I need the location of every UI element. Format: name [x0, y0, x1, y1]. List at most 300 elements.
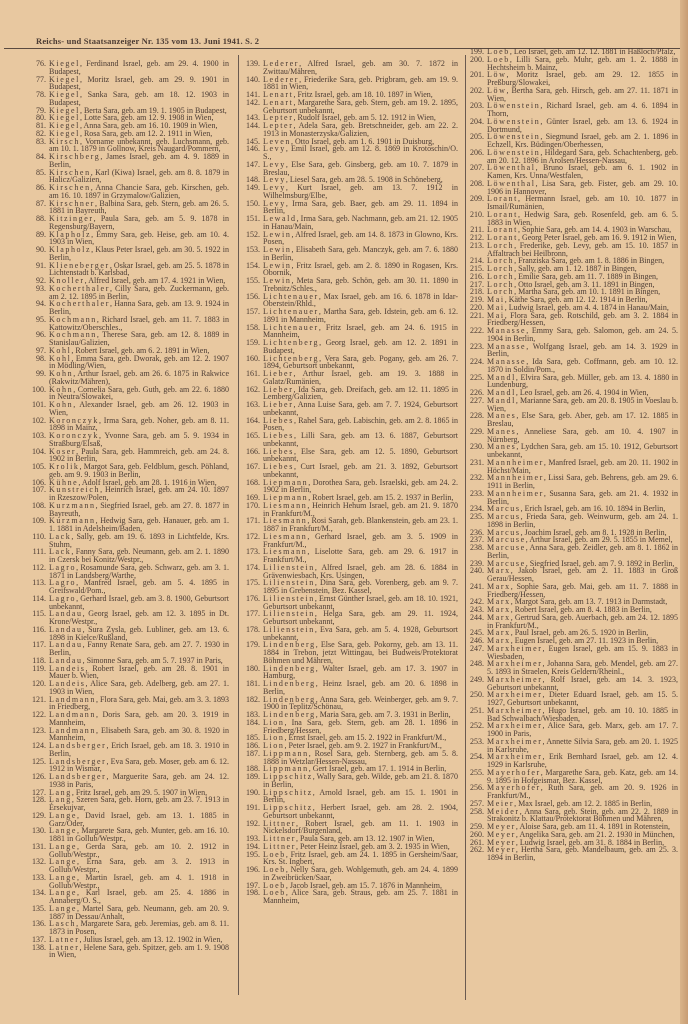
entry-details: Erich Israel, geb. am 18. 3. 1910 in Berlin,	[49, 741, 230, 758]
entry-details: Dorothea Sara, geb. Israelski, geb. am 24. 2. 1902 in Berlin,	[263, 477, 458, 495]
entry-details: Erik Bernhard Israel, geb. am 12. 4. 1929 in Karlsruhe,	[487, 752, 678, 769]
surname: Landau	[49, 655, 83, 665]
entry-number: 185.	[246, 733, 260, 743]
entry-details: Peter Heinz Israel, geb. am 3. 2. 1935 in Wien,	[299, 841, 450, 851]
surname: Lorant	[487, 209, 518, 219]
entry-number: 249.	[470, 674, 484, 684]
surname: Lorch	[487, 240, 515, 250]
entry-details: Martha Sara, geb. Idstein, geb. am 6. 12. 1891 in Mannheim,	[263, 307, 458, 324]
surname: Meider	[487, 806, 520, 816]
surname: Lorch	[487, 271, 515, 281]
entry-number: 165.	[246, 431, 260, 440]
entry-number: 241.	[470, 581, 484, 591]
entry-details: Robert Israel, geb. am 28. 8. 1901 in Mauer b. Wien,	[49, 663, 229, 681]
entry-details: Wolfgang Israel, geb. am 14. 3. 1929 in Berlin,	[487, 341, 678, 359]
entry-number: 181.	[246, 679, 260, 688]
list-entry: 183. Lindenberg, Maria Sara, geb. am 7. 3. 1931 in Berlin,	[246, 710, 451, 719]
list-entry: 256. Mayerhofer, Ruth Sara, geb. am 20. 9. 1926 in Frankfurt/M.,	[470, 783, 679, 800]
entry-number: 183.	[246, 710, 260, 719]
entry-details: Gert Israel, geb. am 17. 1. 1914 in Berlin,	[312, 764, 447, 774]
entry-details: Irma Sara, geb. Nachmann, geb. am 21. 12. 1905 in Hanau/Main,	[263, 214, 458, 231]
surname: Littner	[263, 841, 296, 851]
entry-number: 175.	[246, 578, 260, 588]
entry-number: 243.	[470, 605, 484, 614]
entry-number: 93.	[36, 283, 46, 293]
surname: Lippschitz	[263, 772, 313, 781]
entry-number: 119.	[32, 663, 46, 673]
entry-details: Walter Israel, geb. am 17. 3. 1907 in Hamburg,	[263, 663, 458, 681]
entry-number: 136.	[32, 919, 46, 929]
entry-details: Ernst Israel, geb. am 15. 2. 1922 in Frankfurt/M.,	[288, 733, 447, 743]
entry-number: 253.	[470, 736, 484, 746]
entry-details: Paula Sara, geb. Hammreich, geb. am 24. 8. 1902 in Berlin,	[49, 446, 230, 464]
entry-number: 178.	[246, 624, 260, 634]
entry-number: 208.	[470, 178, 484, 188]
entry-number: 137.	[32, 934, 46, 944]
entry-number: 105.	[32, 462, 46, 471]
list-entry: 120. Landeis, Alice Sara, geb. Adelberg, geb. am 27. 1. 1903 in Wien,	[32, 679, 230, 696]
entry-number: 97.	[36, 345, 46, 355]
list-entry: 164. Liebes, Rahel Sara, geb. Labischin, geb. am 2. 8. 1865 in Posen,	[246, 415, 459, 433]
entry-details: Lotte Sara, geb. am 12. 9. 1908 in Wien,	[83, 113, 214, 123]
list-entry: 250. Marxheimer, Dieter Eduard Israel, geb. am 15. 5. 1927, Geburtsort unbekannt,	[470, 690, 678, 707]
entry-number: 129.	[32, 810, 46, 820]
entry-details: Gerda Sara, geb. am 10. 2. 1912 in Gollub/Westpr.,	[49, 841, 229, 859]
entry-details: Marianne Sara, geb. am 20. 8. 1905 in Voeslau b. Wien,	[487, 395, 679, 413]
surname: Lilienstein	[263, 578, 315, 588]
list-entry: 142. Lenart, Margarethe Sara, geb. Stern, geb. am 19. 2. 1895, Geburtsort unbekannt,	[246, 97, 458, 115]
entry-number: 123.	[32, 725, 46, 735]
surname: Lorant	[487, 233, 518, 242]
list-entry: 206. Löwenstein, Hildegard Sara, geb. Schachtenberg, geb. am 20. 12. 1896 in Arolsen/Hessen-Nassau,	[470, 147, 679, 165]
surname: Marxheimer	[487, 674, 543, 684]
entry-number: 229.	[470, 426, 484, 436]
entry-details: Emma Sara, geb. Dworak, geb. am 12. 2. 1907 in Mödling/Wien,	[49, 353, 230, 371]
entry-number: 133.	[32, 872, 46, 882]
surname: Marcus	[487, 527, 521, 537]
entry-number: 262.	[470, 845, 484, 855]
surname: Marxheimer	[487, 736, 543, 746]
list-entry: 229. Manes, Anneliese Sara, geb. am 10. 4. 1907 in Nürnberg,	[470, 426, 679, 444]
entry-number: 237.	[470, 535, 484, 545]
list-entry: 237. Marcuse, Arthur Israel, geb. am 29. 5. 1855 in Memel,	[470, 535, 673, 545]
entry-details: Manfred Israel, geb. am 5. 4. 1895 in Greifswald/Pom.,	[49, 578, 230, 595]
surname: Kirschen	[49, 167, 91, 177]
entry-details: Julius Israel, geb. am 13. 12. 1902 in Wien,	[83, 934, 223, 944]
list-entry: 203. Löwenstein, Richard Israel, geb. am 4. 6. 1894 in Thorn,	[470, 101, 679, 118]
list-entry: 117. Landau, Fanny Renate Sara, geb. am 27. 7. 1930 in Berlin,	[32, 640, 229, 657]
entry-details: Erich Israel, geb. am 16. 10. 1894 in Berlin,	[524, 504, 666, 514]
list-entry: 173. Liesmann, Liselotte Sara, geb. am 29. 6. 1917 in Frankfurt/M.,	[246, 547, 458, 564]
list-entry: 249. Marxheimer, Rolf Israel, geb. am 14. 3. 1923, Geburtsort unbekannt,	[470, 674, 679, 692]
entry-details: Lilli Sara, geb. Muhr, geb. am 1. 2. 1888 in Hechtsheim b. Mainz,	[487, 54, 679, 72]
list-entry: 84. Kirschberg, James Israel, geb. am 4. 9. 1889 in Berlin,	[32, 153, 229, 169]
surname: Kohn	[49, 400, 74, 409]
entry-details: Dieter Eduard Israel, geb. am 15. 5. 1927, Geburtsort unbekannt,	[487, 690, 678, 707]
list-entry: 105. Krolik, Margot Sara, geb. Feldblum, gesch. Pöhland, geb. am 9. 9. 1903 in Berlin,	[32, 462, 229, 479]
entry-details: Sophie Sara, geb. Mai, geb. am 11. 7. 1888 in Friedberg/Hessen,	[487, 581, 679, 599]
list-entry: 194. Littner, Peter Heinz Israel, geb. am 3. 2. 1935 in Wien,	[246, 841, 450, 851]
entry-details: Otto Israel, geb. am 3. 11. 1891 in Bingen,	[518, 279, 655, 289]
entry-number: 220.	[470, 302, 484, 312]
surname: Lang	[49, 795, 72, 805]
list-entry: 83. Kirsch, Vorname unbekannt, geb. Luchsmann, geb. am 10. 1. 1879 in Gollnow, Kreis Naugard/Pommern,	[32, 138, 229, 154]
entry-details: Franziska Sara, geb. am 1. 8. 1886 in Bingen,	[518, 256, 665, 266]
list-entry: 242. Marx, Margot Sara, geb. am 13. 7. 1913 in Darmstadt,	[470, 597, 668, 607]
entry-details: Paula Sara, geb. am 13. 12. 1907 in Wien,	[299, 834, 435, 843]
list-entry: 134. Lange, Karl Israel, geb. am 25. 4. 1886 in Annaberg/O. S.,	[32, 888, 229, 905]
entry-number: 134.	[32, 888, 46, 898]
entry-details: Karl Israel, geb. am 25. 4. 1886 in Annaberg/O. S.,	[49, 888, 229, 905]
surname: Lange	[49, 888, 77, 898]
surname: Kühne	[49, 477, 79, 487]
surname: Marx	[487, 581, 511, 591]
entry-number: 186.	[246, 741, 260, 750]
entry-details: Bertha Sara, geb. Hirsch, geb. am 27. 11. 1871 in Wien,	[487, 85, 679, 103]
entry-number: 182.	[246, 694, 260, 704]
entry-details: Ida Sara, geb. Dreifach, geb. am 12. 11. 1895 in Lemberg/Galizien,	[263, 384, 458, 402]
entry-number: 245.	[470, 628, 484, 638]
entry-number: 101.	[32, 400, 46, 409]
entry-details: Erna Sara, geb. am 3. 2. 1913 in Gollub/Westpr.,	[49, 857, 229, 874]
list-entry: 114. Lagro, Gerhard Israel, geb. am 3. 8. 1900, Geburtsort unbekannt,	[32, 593, 229, 611]
surname: Kochmann	[49, 314, 97, 324]
list-entry: 193. Littner, Paula Sara, geb. am 13. 12. 1907 in Wien,	[246, 834, 435, 843]
surname: Mandl	[487, 395, 516, 405]
entry-details: Else Sara, geb. Aber, geb. am 17. 12. 1885 in Breslau,	[487, 411, 678, 428]
entry-number: 227.	[470, 395, 484, 405]
entry-number: 260.	[470, 829, 484, 839]
surname: Marcus	[487, 512, 521, 521]
entry-details: Alice Sara, geb. Marx, geb. am 17. 7. 1900 in Paris,	[487, 721, 678, 738]
surname: Krolik	[49, 462, 80, 471]
entry-details: Emilie Sara, geb. am 11. 7. 1889 in Bingen,	[518, 271, 659, 281]
surname: Marx	[487, 566, 511, 576]
surname: Liesmann	[263, 531, 308, 541]
entry-number: 113.	[32, 578, 46, 588]
list-entry: 127. Lang, Fritz Israel, geb. am 29. 5. 1907 in Wien,	[32, 787, 208, 797]
surname: Levy	[263, 144, 286, 154]
list-entry: 222. Manasse, Emmy Sara, geb. Salomon, geb. am 24. 5. 1904 in Berlin,	[470, 326, 679, 343]
entry-details: Eugen Israel, geb. am 15. 9. 1883 in Wiesbaden,	[487, 643, 679, 661]
list-entry: 254. Marxheimer, Erik Bernhard Israel, geb. am 12. 4. 1929 in Karlsruhe,	[470, 752, 678, 769]
entry-number: 120.	[32, 679, 46, 688]
list-entry: 81. Kiegel, Anna Sara, geb. am 16. 10. 1909 in Wien,	[32, 122, 229, 130]
surname: Lilienstein	[263, 593, 315, 603]
surname: Latner	[49, 934, 80, 944]
column-divider	[238, 55, 239, 995]
list-entry: 218. Lorch, Martha Sara, geb. am 10. 1. 1891 in Bingen,	[470, 287, 661, 297]
surname: Loeb	[263, 865, 286, 874]
list-entry: 129. Lange, David Israel, geb. am 13. 1. 1885 in Garz/Oder,	[32, 810, 229, 828]
entry-number: 173.	[246, 547, 260, 557]
entry-number: 124.	[32, 741, 46, 750]
surname: Levy	[263, 183, 286, 192]
surname: Lippschitz	[263, 787, 313, 797]
list-entry: 209. Lorant, Hermann Israel, geb. am 10. 10. 1877 in Ismail/Rumänien,	[470, 194, 679, 211]
surname: Mannheimer	[487, 488, 544, 498]
entry-details: Heinrich Israel, geb. am 24. 10. 1897 in Rzeszow/Polen,	[49, 485, 230, 502]
surname: Lichtenberg	[263, 353, 320, 363]
surname: Lorch	[487, 256, 515, 266]
surname: Manasse	[487, 326, 527, 335]
entry-number: 224.	[470, 357, 484, 366]
list-entry: 217. Lorch, Otto Israel, geb. am 3. 11. 1891 in Bingen,	[470, 279, 655, 289]
list-entry: 257. Meier, Max Israel, geb. am 12. 2. 1885 in Berlin,	[470, 798, 653, 808]
surname: Klapholz	[49, 229, 92, 239]
list-entry: 108. Kurzmann, Siegfried Israel, geb. am 27. 8. 1877 in Bayreuth,	[32, 500, 230, 518]
list-entry: 172. Liesmann, Gerhard Israel, geb. am 3. 5. 1909 in Frankfurt/M.,	[246, 531, 458, 549]
entry-details: Anna Sara, geb. Stein, geb. am 22. 2. 1889 in Strakonitz b. Klattau/Protektorat Böhmen und Mähren,	[487, 806, 678, 824]
surname: Lack	[49, 547, 72, 557]
surname: Lange	[49, 841, 77, 851]
entry-details: Georg Peter Israel, geb. am 16. 9. 1912 in Wien,	[521, 233, 677, 242]
entry-number: 225.	[470, 372, 484, 382]
entry-number: 222.	[470, 326, 484, 335]
list-entry: 104. Koser, Paula Sara, geb. Hammreich, geb. am 24. 8. 1902 in Berlin,	[32, 446, 230, 464]
entry-number: 238.	[470, 543, 484, 552]
list-entry: 199. Loeb, Leo Israel, geb. am 12. 12. 1881 in Haßloch/Pfalz,	[470, 47, 676, 56]
entry-details: Anna Sara, geb. Zeidler, geb. am 8. 1. 1862 in Berlin,	[487, 543, 678, 560]
list-entry: 167. Liebes, Curt Israel, geb. am 21. 3. 1892, Geburtsort unbekannt,	[246, 462, 459, 479]
surname: Lorant	[487, 194, 518, 204]
entry-number: 199.	[470, 47, 484, 56]
list-entry: 149. Levy, Kurt Israel, geb. am 13. 7. 1912 in Wilhelmsburg/Elbe,	[246, 183, 459, 200]
entry-number: 170.	[246, 500, 260, 510]
list-entry: 131. Lange, Gerda Sara, geb. am 10. 2. 1912 in Gollub/Westpr.,	[32, 841, 229, 859]
entry-details: Else Sara, geb. Ginsberg, geb. am 10. 7. 1879 in Breslau,	[263, 159, 458, 177]
entry-details: Frederike, geb. Levy, geb. am 15. 10. 1857 in Affaltrach bei Heilbronn,	[487, 240, 679, 258]
list-entry: 233. Mannheimer, Susanna Sara, geb. am 21. 4. 1932 in Berlin,	[470, 488, 678, 506]
entry-number: 84.	[36, 152, 46, 161]
entry-details: Paul Israel, geb. am 26. 5. 1920 in Berlin,	[514, 628, 649, 638]
entry-details: Elvira Sara, geb. Müller, geb. am 13. 4. 1880 in Lundenburg,	[487, 372, 679, 390]
entry-details: Käthe Sara, geb. am 12. 12. 1914 in Berlin,	[508, 295, 648, 304]
list-entry: 91. Klieneberger, Oskar Israel, geb. am 25. 5. 1878 in Lichtenstadt b. Karlsbad,	[32, 262, 229, 278]
page-header: Reichs- und Staatsanzeiger Nr. 135 vom 13. Juni 1941. S. 2	[36, 36, 260, 46]
surname: Liebes	[263, 431, 294, 440]
list-entry: 238. Marcuse, Anna Sara, geb. Zeidler, geb. am 8. 1. 1862 in Berlin,	[470, 543, 678, 560]
entry-details: Rudolf Israel, geb. am 5. 12. 1912 in Wien,	[297, 113, 436, 123]
entry-number: 145.	[246, 136, 260, 146]
entry-number: 86.	[36, 183, 46, 192]
surname: Levy	[263, 175, 286, 185]
surname: Lewin	[263, 260, 292, 270]
surname: Lion	[263, 733, 285, 743]
list-entry: 93. Kocherthaler, Cilly Sara, geb. Zuckermann, geb. am 2. 12. 1895 in Berlin,	[32, 285, 229, 301]
entry-details: Else Sara, geb. Pokorny, geb. am 13. 11. 1884 in Trebon, jetzt Wittingau, bei Budweis/Protektorat Böhmen und Mähren,	[263, 640, 458, 665]
list-entry: 196. Loeb, Nelly Sara, geb. Wohlgemuth, geb. am 24. 4. 1899 in Zweibrücken/Saar,	[246, 865, 458, 882]
list-entry: 78. Kiegel, Sanka Sara, geb. am 18. 12. 1903 in Budapest,	[32, 91, 229, 107]
entry-details: Emmy Sara, geb. Salomon, geb. am 24. 5. 1904 in Berlin,	[487, 326, 679, 343]
surname: Kitzinger	[49, 214, 94, 223]
surname: Lichtenauer	[263, 291, 319, 301]
surname: Koser	[49, 446, 77, 456]
surname: Kiegel	[49, 128, 80, 138]
list-entry: 255. Mayerhofer, Margarethe Sara, geb. Katz, geb. am 14. 9. 1895 in Hofgeismar, Bez. Kassel,	[470, 767, 679, 785]
entry-number: 85.	[36, 167, 46, 177]
surname: Kohn	[49, 384, 74, 394]
entry-number: 106.	[32, 477, 46, 487]
entry-number: 217.	[470, 279, 484, 289]
entry-number: 219.	[470, 295, 484, 304]
entry-details: Yvonne Sara, geb. am 5. 9. 1934 in Straßburg/Elsaß,	[49, 431, 230, 448]
list-entry: 215. Lorch, Sally, geb. am 1. 12. 1887 in Bingen,	[470, 264, 637, 273]
entry-details: Klaus Peter Israel, geb. am 30. 5. 1922 in Berlin,	[49, 245, 230, 262]
entry-number: 144.	[246, 121, 260, 130]
surname: Lieber	[263, 384, 294, 394]
surname: Mannheimer	[487, 473, 544, 483]
entry-details: Gertrud Sara, geb. Auerbach, geb. am 24. 12. 1895 in Frankfurt/M.,	[487, 612, 679, 630]
surname: Liepmann	[263, 493, 309, 502]
list-entry: 216. Lorch, Emilie Sara, geb. am 11. 7. 1889 in Bingen,	[470, 271, 659, 281]
surname: Kunstreich	[49, 485, 101, 495]
entry-details: Anna Luise Sara, geb. am 7. 7. 1924, Geburtsort unbekannt,	[263, 400, 459, 417]
entry-details: Lissi Sara, geb. Behrens, geb. am 29. 6. 1911 in Berlin,	[487, 473, 678, 490]
entry-details: Irma Sara, geb. Baer, geb. am 29. 11. 1894 in Berlin,	[263, 198, 458, 216]
entry-details: Jakob Israel, geb. am 2. 11. 1883 in Groß Gerau/Hessen,	[487, 566, 679, 583]
surname: Landmann	[49, 694, 97, 704]
list-entry: 158. Lichtenauer, Fritz Israel, geb. am 24. 6. 1915 in Mannheim,	[246, 322, 459, 340]
list-entry: 185. Lion, Ernst Israel, geb. am 15. 2. 1922 in Frankfurt/M.,	[246, 733, 447, 743]
surname: Landmann	[49, 710, 97, 719]
entry-number: 114.	[32, 593, 46, 603]
entry-details: Dina Sara, geb. Vorenberg, geb. am 9. 7. 1895 in Grebenstein, Bez. Kassel,	[263, 578, 459, 595]
entry-number: 184.	[246, 717, 260, 727]
entry-number: 196.	[246, 865, 260, 874]
list-entry: 175. Lilienstein, Dina Sara, geb. Vorenberg, geb. am 9. 7. 1895 in Grebenstein, Bez. Kassel,	[246, 578, 459, 595]
entry-number: 190.	[246, 787, 260, 797]
entry-details: Hertha Sara, geb. Mandelbaum, geb. am 25. 3. 1894 in Berlin,	[487, 845, 678, 862]
surname: Levy	[263, 198, 286, 208]
list-entry: 153. Lewin, Elisabeth Sara, geb. Manczyk, geb. am 7. 6. 1880 in Berlin,	[246, 245, 458, 262]
entry-details: Robert Israel, geb. am 6. 2. 1891 in Wien,	[75, 345, 210, 355]
surname: Meyer	[487, 829, 516, 839]
entry-number: 110.	[32, 531, 46, 541]
entry-details: Hedwig Sara, geb. Rosenfeld, geb. am 6. 5. 1883 in Wien,	[487, 209, 679, 227]
entry-number: 169.	[246, 493, 260, 502]
entry-details: Max Israel, geb. am 12. 2. 1885 in Berlin,	[518, 798, 653, 808]
entry-details: Martin Israel, geb. am 4. 1. 1918 in Gollub/Westpr.,	[49, 872, 230, 890]
list-entry: 192. Littner, Robert Israel, geb. am 11. 1. 1903 in Nickelsdorf/Burgenland,	[246, 818, 458, 836]
surname: Kurzmann	[49, 516, 96, 526]
list-entry: 107. Kunstreich, Heinrich Israel, geb. am 24. 10. 1897 in Rzeszow/Polen,	[32, 485, 230, 502]
list-entry: 212. Lorant, Georg Peter Israel, geb. am 16. 9. 1912 in Wien,	[470, 233, 677, 242]
list-entry: 154. Lewin, Fritz Israel, geb. am 2. 8. 1890 in Rogasen, Krs. Obornik,	[246, 260, 458, 278]
entry-details: Max Israel, geb. am 16. 6. 1878 in Idar-Oberstein/Rhld.,	[263, 291, 459, 309]
entry-number: 140.	[246, 74, 260, 84]
entry-number: 163.	[246, 400, 260, 409]
entry-details: Margarethe Sara, geb. Katz, geb. am 14. 9. 1895 in Hofgeismar, Bez. Kassel,	[487, 767, 679, 785]
entry-number: 87.	[36, 198, 46, 208]
surname: Lindenberg	[263, 694, 316, 704]
list-entry: 208. Löwenthal, Lisa Sara, geb. Fister, geb. am 29. 10. 1906 in Hannover,	[470, 178, 679, 196]
surname: Liepmann	[263, 477, 309, 487]
entry-details: Flora Sara, geb. Mai, geb. am 3. 3. 1893 in Friedberg,	[49, 694, 229, 712]
entry-details: Robert Israel, geb. am 11. 1. 1903 in Nickelsdorf/Burgenland,	[263, 818, 458, 836]
entry-number: 96.	[36, 330, 46, 340]
list-entry: 111. Lack, Fanny Sara, geb. Neumann, geb. am 2. 1. 1890 in Czersk bei Konitz/Westpr.,	[32, 547, 230, 564]
list-entry: 247. Marxheimer, Eugen Israel, geb. am 15. 9. 1883 in Wiesbaden,	[470, 643, 679, 661]
entry-number: 161.	[246, 369, 260, 378]
surname: Liesmann	[263, 500, 308, 510]
entry-number: 103.	[32, 431, 46, 440]
entry-details: Friederike Sara, geb. Prigbram, geb. am 19. 9. 1881 in Wien,	[263, 74, 458, 92]
surname: Koronczyk	[49, 431, 99, 440]
surname: Lange	[49, 903, 77, 913]
surname: Löwenthal	[487, 163, 536, 173]
entry-number: 205.	[470, 132, 484, 142]
entry-number: 141.	[246, 90, 260, 99]
list-entry: 225. Mandl, Elvira Sara, geb. Müller, geb. am 13. 4. 1880 in Lundenburg,	[470, 372, 679, 390]
list-entry: 97. Kohl, Robert Israel, geb. am 6. 2. 1891 in Wien,	[32, 347, 229, 355]
list-entry: 236. Marcus, Joachim Israel, geb. am 8. 1. 1928 in Berlin,	[470, 527, 667, 537]
list-entry: 95. Kochmann, Richard Israel, geb. am 11. 7. 1883 in Kattowitz/Oberschles.,	[32, 316, 229, 332]
surname: Lange	[49, 810, 77, 820]
surname: Lippmann	[263, 748, 309, 758]
list-entry: 186. Lion, Peter Israel, geb. am 9. 2. 1927 in Frankfurt/M.,	[246, 741, 442, 750]
surname: Lenart	[263, 90, 294, 99]
entry-details: Jacob Israel, geb. am 15. 7. 1876 in Mannheim,	[289, 880, 443, 890]
surname: Lewin	[263, 276, 292, 285]
surname: Landau	[49, 624, 83, 634]
surname: Marxheimer	[487, 659, 543, 669]
entry-details: Eugen Israel, geb. am 27. 11. 1923 in Berlin,	[514, 636, 659, 645]
entry-number: 256.	[470, 783, 484, 793]
list-entry: 124. Landsberger, Erich Israel, geb. am 18. 3. 1910 in Berlin,	[32, 741, 230, 758]
surname: Loeb	[487, 47, 510, 56]
surname: Lippmann	[263, 764, 309, 774]
list-entry: 211. Lorant, Sophie Sara, geb. am 14. 4. 1903 in Warschau,	[470, 225, 672, 235]
entry-number: 228.	[470, 411, 484, 421]
entry-number: 138.	[32, 942, 46, 952]
entry-number: 176.	[246, 593, 260, 603]
entry-number: 226.	[470, 388, 484, 397]
surname: Lagro	[49, 562, 77, 572]
entry-details: Rolf Israel, geb. am 14. 3. 1923, Geburtsort unbekannt,	[487, 674, 679, 692]
entry-number: 92.	[36, 276, 46, 285]
entry-details: Susanna Sara, geb. am 21. 4. 1932 in Berlin,	[487, 488, 678, 506]
entry-details: Moritz Israel, geb. am 29. 9. 1901 in Budapest,	[49, 74, 229, 92]
entry-number: 251.	[470, 705, 484, 715]
list-entry: 165. Liebes, Lilli Sara, geb. am 13. 6. 1887, Geburtsort unbekannt,	[246, 431, 459, 448]
surname: Marx	[487, 636, 511, 645]
entry-number: 115.	[32, 609, 46, 619]
surname: Lichtenauer	[263, 307, 319, 316]
list-entry: 258. Meider, Anna Sara, geb. Stein, geb. am 22. 2. 1889 in Strakonitz b. Klattau/Protektorat Böhmen und Mähren,	[470, 806, 678, 824]
surname: Landsberger	[49, 741, 107, 750]
entry-details: Sura Zysla, geb. Lubliner, geb. am 13. 6. 1898 in Kielce/Rußland,	[49, 624, 229, 642]
surname: Lewald	[263, 214, 297, 223]
entry-details: Sophie Sara, geb. am 14. 4. 1903 in Warschau,	[521, 225, 672, 235]
list-entry: 219. Mai, Käthe Sara, geb. am 12. 12. 1914 in Berlin,	[470, 295, 648, 304]
entry-details: Nelly Sara, geb. Wohlgemuth, geb. am 24. 4. 1899 in Zweibrücken/Saar,	[263, 865, 458, 882]
entry-number: 216.	[470, 271, 484, 281]
surname: Marxheimer	[487, 690, 543, 700]
entry-details: James Israel, geb. am 4. 9. 1889 in Berlin,	[49, 152, 229, 169]
entry-details: Günter Israel, geb. am 13. 6. 1924 in Dortmund,	[487, 116, 679, 134]
list-entry: 128. Lang, Szeren Sara, geb. Horn, geb. am 23. 7. 1913 in Érsekujvar,	[32, 795, 230, 812]
list-entry: 202. Löw, Bertha Sara, geb. Hirsch, geb. am 27. 11. 1871 in Wien,	[470, 85, 679, 103]
list-entry: 126. Landsberger, Marguerite Sara, geb. am 24. 12. 1938 in Paris,	[32, 772, 230, 789]
list-entry: 189. Lippschitz, Wally Sara, geb. Wilde, geb. am 21. 8. 1870 in Berlin,	[246, 772, 458, 789]
entry-details: Elisabeth Sara, geb. am 30. 8. 1920 in Mannheim,	[49, 725, 230, 743]
surname: Marcus	[487, 504, 521, 514]
entry-number: 130.	[32, 826, 46, 836]
entry-number: 179.	[246, 640, 260, 650]
page-edge	[680, 0, 688, 1024]
list-entry: 223. Manasse, Wolfgang Israel, geb. am 14. 3. 1929 in Berlin,	[470, 341, 678, 359]
